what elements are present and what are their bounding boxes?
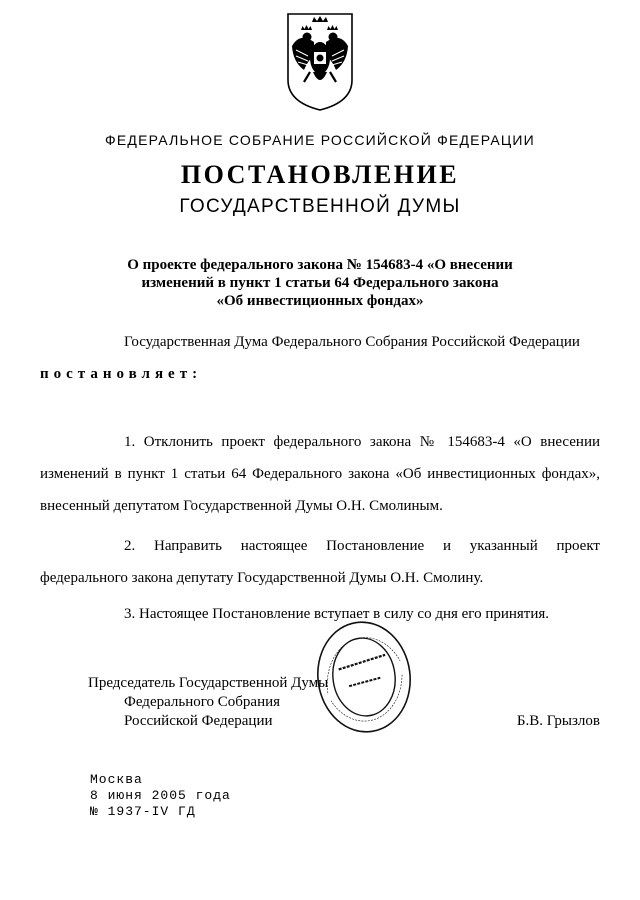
coat-of-arms-emblem — [284, 10, 356, 112]
preamble-paragraph: Государственная Дума Федерального Собрания Российской Федерации — [124, 334, 580, 350]
date-of-signing: 8 июня 2005 года — [90, 788, 231, 803]
signatory-title-line: Председатель Государственной Думы — [88, 675, 329, 691]
resolution-item-3: 3. Настоящее Постановление вступает в силу со дня его принятия. — [124, 606, 550, 622]
subject-heading — [110, 256, 530, 310]
signatory-title-line: Российской Федерации — [124, 713, 273, 729]
resolution-item-2: 2. Направить настоящее Постановление и указанный проект федерального закона депутату Государственной Думы О.Н. Смолину. — [40, 538, 600, 586]
document-type-title: ПОСТАНОВЛЕНИЕ — [180, 160, 460, 189]
signatory-name: Б.В. Грызлов — [516, 713, 600, 729]
document-number: № 1937-IV ГД — [90, 804, 196, 819]
place-of-signing: Москва — [90, 772, 143, 787]
resolution-item-1: 1. Отклонить проект федерального закона № 154683-4 «О внесении изменений в пункт 1 статьи 64 Федерального закона «Об инвестиционных фондах», внесенный депутатом Государственной Думы О.Н. Смолиным. — [40, 434, 600, 514]
assembly-heading: ФЕДЕРАЛЬНОЕ СОБРАНИЕ РОССИЙСКОЙ ФЕДЕРАЦИИ — [105, 132, 535, 148]
subject-line: О проекте федерального закона № 154683-4 «О внесении — [127, 257, 513, 273]
decides-keyword: постановляет: — [40, 366, 203, 382]
signatory-title-line: Федерального Собрания — [124, 694, 281, 710]
issuer-subtitle: ГОСУДАРСТВЕННОЙ ДУМЫ — [179, 196, 461, 217]
subject-line: изменений в пункт 1 статьи 64 Федерального закона — [141, 275, 499, 291]
subject-line: «Об инвестиционных фондах» — [216, 293, 424, 309]
department-stamp — [314, 618, 414, 736]
